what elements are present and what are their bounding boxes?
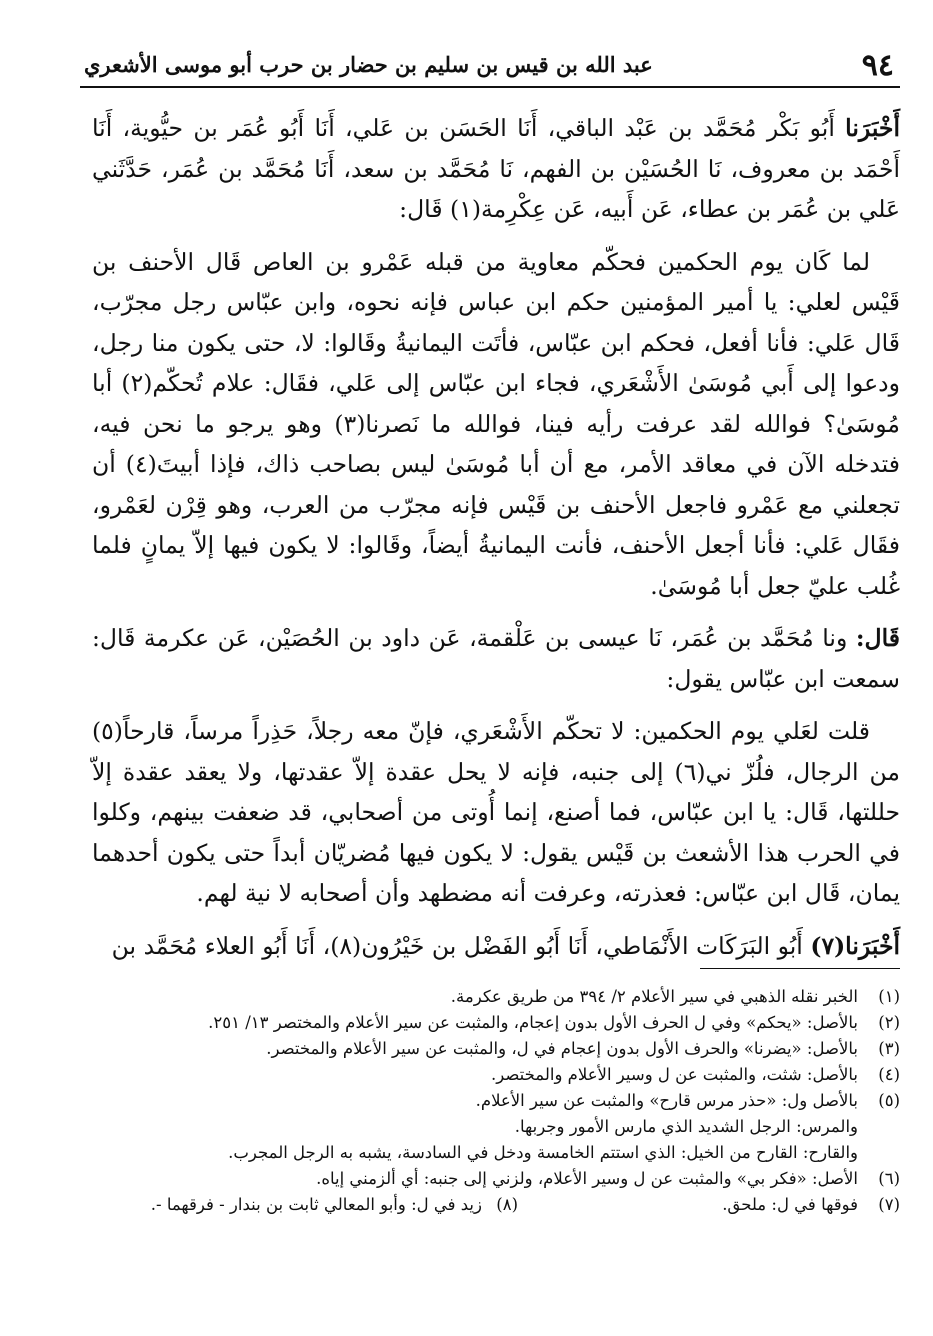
footnote-text: الخبر نقله الذهبي في سير الأعلام ٢/ ٣٩٤ من طريق عكرمة.	[450, 987, 858, 1006]
paragraph-3	[92, 618, 900, 699]
footnotes	[92, 984, 900, 1218]
footnote-3	[92, 1036, 900, 1062]
footnote-number: (٣)	[878, 1039, 900, 1058]
paragraph-lead: قَال:	[855, 624, 900, 652]
footnote-text: بالأصل: شثت، والمثبت عن ل وسير الأعلام والمختصر.	[491, 1065, 858, 1084]
paragraph-text: لما كَان يوم الحكمين فحكّم معاوية من قبله عَمْرو بن العاص قَال الأحنف بن قَيْس لعلي: يا أمير المؤمنين حكم ابن عباس فإنه نحوه، وابن عبّاس رجل مجرّب، قَال عَلي: فأنا أفعل، فحكم ابن عبّاس، فأتَت اليمانيةُ وقَالوا: لا، حتى يكون منا رجل، ودعوا إلى أَبي مُوسَىٰ الأَشْعَري، فجاء ابن عبّاس إلى عَلي، فقَال: علام تُحكّم(٢) أبا مُوسَىٰ؟ فوالله لقد عرفت رأيه فينا، فوالله ما نَصرنا(٣) وهو يرجو ما نحن فيه، فتدخله الآن في معاقد الأمر، مع أن أبا مُوسَىٰ ليس بصاحب ذاك، فإذا أبيتَ(٤) أن تجعلني مع عَمْرو فاجعل الأحنف بن قَيْس فإنه مجرّب من العرب، وهو قِرْن لعَمْرو، فقَال عَلي: فأنا أجعل الأحنف، فأنت اليمانيةُ أيضاً، وقَالوا: لا يكون فيها إلاّ يمانٍ فلما غُلب عليّ جعل أبا مُوسَىٰ.	[92, 247, 900, 600]
paragraph-2	[92, 242, 900, 607]
footnote-1	[92, 984, 900, 1010]
footnote-5-continuation: والمرس: الرجل الشديد الذي مارس الأمور وجربها.	[514, 1117, 858, 1136]
paragraph-lead: أَخْبَرَنا	[845, 114, 900, 142]
footnote-2	[92, 1010, 900, 1036]
paragraph-4	[92, 711, 900, 914]
footnote-text: بالأصل: «يحكم» وفي ل الحرف الأول بدون إعجام، والمثبت عن سير الأعلام والمختصر ١٣/ ٢٥١.	[208, 1013, 858, 1032]
footnote-number: (٧)	[878, 1195, 900, 1214]
footnote-6	[92, 1166, 900, 1192]
paragraph-text: أَبُو بَكْر مُحَمَّد بن عَبْد الباقي، أَنَا الحَسَن بن عَلي، أَنَا أَبُو عُمَر بن حيُّوية، أَنَا أَحْمَد بن معروف، نَا الحُسَيْن بن الفهم، نَا مُحَمَّد بن سعد، أَنَا مُحَمَّد بن عُمَر، حَدَّثَني عَلي بن عُمَر بن عطاء، عَن أَبيه، عَن عِكْرِمة(١) قَال:	[92, 114, 900, 223]
footnote-text: بالأصل: «يضرنا» والحرف الأول بدون إعجام في ل، والمثبت عن سير الأعلام والمختصر.	[266, 1039, 858, 1058]
footnote-text: فوقها في ل: ملحق.	[722, 1195, 858, 1214]
footnote-5	[92, 1088, 900, 1114]
footnote-number: (٤)	[878, 1065, 900, 1084]
paragraph-text: ونا مُحَمَّد بن عُمَر، نَا عيسى بن عَلْقمة، عَن داود بن الحُصَيْن، عَن عكرمة قَال: سمعت ابن عبّاس يقول:	[92, 624, 900, 693]
footnote-4	[92, 1062, 900, 1088]
footnote-number: (٢)	[878, 1013, 900, 1032]
main-text	[92, 108, 900, 978]
paragraph-text: أَبُو البَرَكَات الأَنْمَاطي، أَنَا أَبُو الفَضْل بن خَيْرُون(٨)، أَنَا أَبُو العلاء مُحَمَّد بن	[111, 931, 811, 960]
footnote-5-continuation: والقارح: القارح من الخيل: الذي استتم الخامسة ودخل في السادسة، يشبه به الرجل المجرب.	[228, 1143, 858, 1162]
footnote-divider	[700, 968, 900, 969]
running-title: عبد الله بن قيس بن سليم بن حضار بن حرب أبو موسى الأشعري	[84, 52, 653, 77]
footnote-text: بالأصل ول: «حذر مرس قارح» والمثبت عن سير الأعلام.	[475, 1091, 858, 1110]
paragraph-lead: أَخْبَرَنا(٧)	[810, 931, 900, 960]
paragraph-text: قلت لعَلي يوم الحكمين: لا تحكّم الأَشْعَري، فإنّ معه رجلاً، حَذِراً مرساً، قارحاً(٥) من الرجال، فلُزّ ني(٦) إلى جنبه، فإنه لا يحل عقدة إلاّ عقدتها، ولا يعقد عقدة إلاّ حللتها، قَال: يا ابن عبّاس، فما أصنع، إنما أُوتى من أصحابي، قد ضعفت بينهم، وكلوا في الحرب هذا الأشعث بن قَيْس يقول: لا يكون فيها مُضريّان أبداً حتى يكون أحدهما يمان، قَال ابن عبّاس: فعذرته، وعرفت أنه مضطهد وأن أصحابه لا نية لهم.	[92, 717, 900, 907]
footnote-7-8	[92, 1192, 900, 1218]
footnote-number: (٦)	[878, 1169, 900, 1188]
footnote-number: (١)	[878, 987, 900, 1006]
footnote-number: (٥)	[878, 1091, 900, 1110]
page-header	[80, 42, 900, 88]
footnote-text: الأصل: «فكر بي» والمثبت عن ل وسير الأعلام، ولزني إلى جنبه: أي ألزمني إياه.	[316, 1169, 858, 1188]
page-number: ٩٤	[861, 48, 894, 83]
paragraph-5	[92, 926, 900, 967]
footnote-number: (٨)	[496, 1195, 518, 1214]
paragraph-1	[92, 108, 900, 230]
footnote-text: زيد في ل: وأبو المعالي ثابت بن بندار - فرقهما -.	[150, 1195, 482, 1214]
